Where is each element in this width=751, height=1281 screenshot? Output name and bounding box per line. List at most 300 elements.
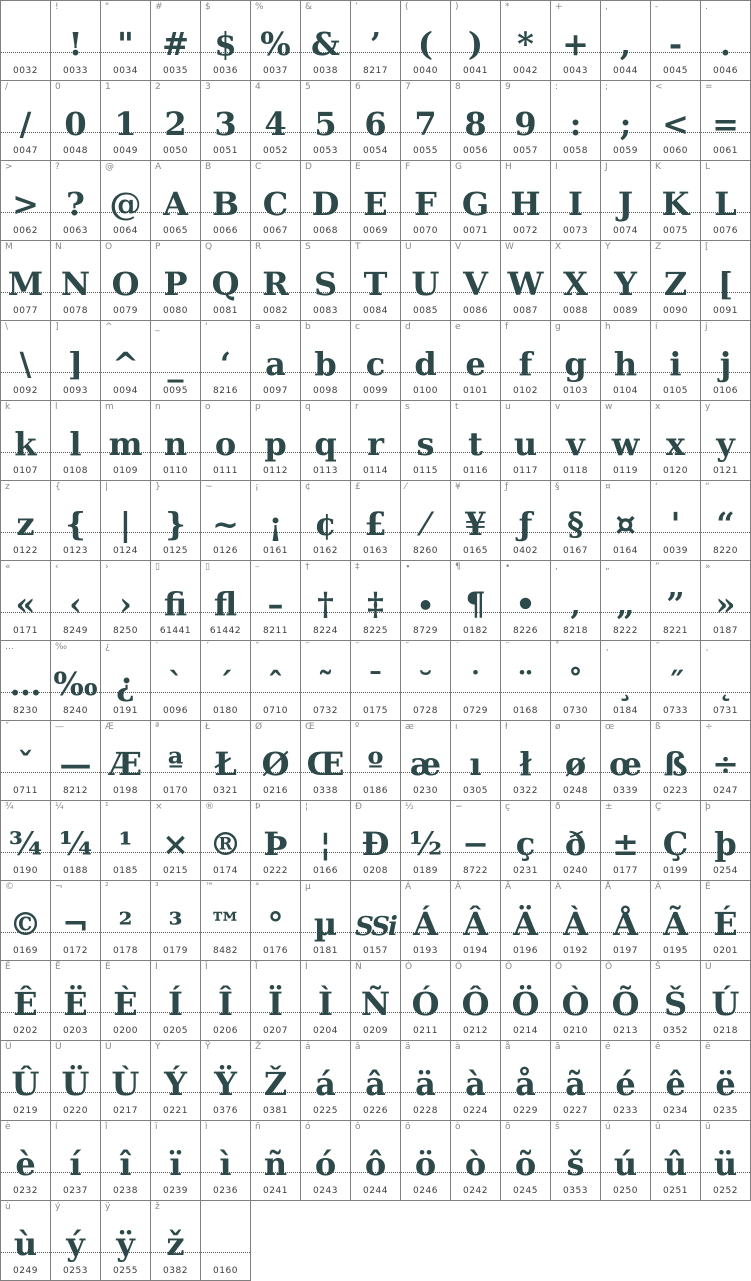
glyph: ¸ [617, 665, 634, 703]
glyph: q [314, 425, 337, 463]
glyph-cell-0054 [351, 81, 401, 161]
glyph-cell-8249 [51, 561, 101, 641]
glyph: W [507, 265, 544, 303]
glyph-code: 0088 [563, 306, 588, 316]
glyph-code: 0181 [313, 946, 338, 956]
glyph: _ [167, 345, 184, 383]
glyph-code: 0124 [113, 546, 138, 556]
glyph-cell-0215 [151, 801, 201, 881]
glyph-preview-label: ë [705, 1042, 711, 1052]
glyph-cell-0211 [401, 961, 451, 1041]
glyph-cell-0032 [1, 1, 51, 81]
glyph: ¬ [62, 905, 89, 943]
glyph-code: 0036 [213, 66, 238, 76]
glyph-cell-0044 [601, 1, 651, 81]
glyph-code: 0076 [713, 226, 738, 236]
glyph-cell-0077 [1, 241, 51, 321]
glyph-preview-label: ê [655, 1042, 661, 1052]
glyph-preview-label: ł [505, 722, 508, 732]
glyph: ł [519, 745, 532, 783]
glyph-code: 0247 [713, 786, 738, 796]
glyph-cell-0382 [151, 1201, 201, 1281]
glyph-code: 0047 [13, 146, 38, 156]
glyph-code: 0060 [663, 146, 688, 156]
glyph: ¨ [517, 665, 534, 703]
glyph-preview-label: ▯ [155, 562, 160, 572]
glyph: d [414, 345, 437, 383]
glyph: š [566, 1145, 585, 1183]
glyph-cell-0187 [701, 561, 751, 641]
glyph-code: 0080 [163, 306, 188, 316]
glyph: + [562, 25, 589, 63]
glyph-code: 0157 [363, 946, 388, 956]
glyph: a [265, 345, 286, 383]
glyph-code: 0111 [213, 466, 238, 476]
glyph-cell-0191 [101, 641, 151, 721]
glyph-cell-0092 [1, 321, 51, 401]
glyph-cell-0381 [251, 1041, 301, 1121]
glyph: ~ [212, 505, 239, 543]
glyph: fl [213, 585, 238, 623]
glyph-preview-label: x [655, 402, 661, 412]
glyph-cell-0255 [101, 1201, 151, 1281]
glyph-preview-label: b [305, 322, 311, 332]
glyph-preview-label: Ý [155, 1042, 161, 1052]
glyph-cell-0083 [301, 241, 351, 321]
glyph: À [563, 905, 588, 943]
glyph-cell-0165 [451, 481, 501, 561]
glyph-code: 0221 [163, 1106, 188, 1116]
glyph: " [117, 25, 134, 63]
glyph-code: 0089 [613, 306, 638, 316]
glyph: 9 [514, 105, 537, 143]
glyph-preview-label: “ [705, 482, 710, 492]
glyph-preview-label: ð [555, 802, 561, 812]
glyph-preview-label: r [355, 402, 359, 412]
glyph: Ë [63, 985, 88, 1023]
glyph: ª [167, 745, 184, 783]
glyph-preview-label: D [305, 162, 312, 172]
glyph-code: 0202 [13, 1026, 38, 1036]
glyph-code: 0092 [13, 386, 38, 396]
glyph-code: 0204 [313, 1026, 338, 1036]
glyph-cell-0226 [351, 1041, 401, 1121]
glyph-code: 0108 [63, 466, 88, 476]
glyph: Ä [513, 905, 538, 943]
glyph-code: 0239 [163, 1186, 188, 1196]
glyph-code: 0118 [563, 466, 588, 476]
glyph-cell-0168 [501, 641, 551, 721]
glyph: T [363, 265, 388, 303]
glyph-cell-0200 [101, 961, 151, 1041]
glyph-preview-label: d [405, 322, 411, 332]
glyph-cell-0730 [551, 641, 601, 721]
glyph-cell-0731 [701, 641, 751, 721]
glyph: ¦ [319, 825, 332, 863]
glyph-code: 0095 [163, 386, 188, 396]
glyph-preview-label: æ [405, 722, 414, 732]
glyph-cell-0035 [151, 1, 201, 81]
glyph-preview-label: # [155, 2, 163, 12]
glyph: É [713, 905, 738, 943]
glyph-preview-label: a [255, 322, 261, 332]
glyph [1, 1, 50, 60]
glyph-code: 0402 [513, 546, 538, 556]
glyph: ƒ [518, 505, 533, 543]
glyph: ž [166, 1225, 185, 1263]
glyph-cell-0114 [351, 401, 401, 481]
glyph-preview-label: U [405, 242, 412, 252]
glyph-code: 0050 [163, 146, 188, 156]
glyph: 7 [414, 105, 437, 143]
glyph-cell-0305 [451, 721, 501, 801]
glyph: − [462, 825, 489, 863]
glyph-preview-label: Ë [55, 962, 61, 972]
glyph-cell-0221 [151, 1041, 201, 1121]
glyph-preview-label: Ú [705, 962, 712, 972]
glyph-cell-0166 [301, 801, 351, 881]
glyph: t [468, 425, 483, 463]
glyph-preview-label: / [5, 82, 9, 92]
glyph-cell-0247 [701, 721, 751, 801]
glyph-cell-0195 [651, 881, 701, 961]
glyph-cell-0065 [151, 161, 201, 241]
glyph-code: 0093 [63, 386, 88, 396]
glyph-preview-label: Ã [655, 882, 662, 892]
glyph-preview-label: ± [605, 802, 613, 812]
glyph-cell-0103 [551, 321, 601, 401]
glyph-preview-label: A [155, 162, 162, 172]
glyph-preview-label: ’ [355, 2, 358, 12]
glyph: ¹ [118, 825, 133, 863]
glyph-code: 0207 [263, 1026, 288, 1036]
glyph-cell-0218 [701, 961, 751, 1041]
glyph: £ [364, 505, 387, 543]
glyph: ⁄ [422, 505, 429, 543]
glyph-cell-0216 [251, 721, 301, 801]
glyph-preview-label: È [105, 962, 111, 972]
glyph-code: 0249 [13, 1266, 38, 1276]
glyph: > [12, 185, 39, 223]
glyph-preview-label: \ [5, 322, 9, 332]
glyph: ˙ [467, 665, 484, 703]
glyph-preview-label: ▯ [205, 562, 210, 572]
glyph-preview-label: å [505, 1042, 511, 1052]
glyph: ‘ [219, 345, 232, 383]
glyph: æ [409, 745, 442, 783]
glyph-preview-label: ¤ [605, 482, 611, 492]
glyph-code: 0167 [563, 546, 588, 556]
glyph-cell-0235 [701, 1041, 751, 1121]
glyph-preview-label: ? [55, 162, 60, 172]
glyph-cell-0203 [51, 961, 101, 1041]
glyph-code: 0236 [213, 1186, 238, 1196]
glyph-preview-label: ¬ [55, 882, 63, 892]
glyph: › [119, 585, 132, 623]
glyph-code: 0322 [513, 786, 538, 796]
glyph-code: 8217 [363, 66, 388, 76]
glyph-preview-label: ® [205, 802, 214, 812]
glyph: « [15, 585, 36, 623]
glyph: n [163, 425, 188, 463]
glyph-cell-0182 [451, 561, 501, 641]
glyph-preview-label: : [555, 82, 559, 92]
glyph-preview-label: ¦ [305, 802, 309, 812]
glyph-code: 0090 [663, 306, 688, 316]
glyph: ù [13, 1225, 38, 1263]
glyph-preview-label: u [505, 402, 511, 412]
glyph-preview-label: ⁄ [405, 482, 407, 492]
glyph-row-14 [1, 1041, 751, 1121]
glyph-cell-0082 [251, 241, 301, 321]
glyph-code: 0203 [63, 1026, 88, 1036]
glyph-code: 0091 [713, 306, 738, 316]
glyph-cell-8216 [201, 321, 251, 401]
glyph: x [665, 425, 686, 463]
glyph-preview-label: Z [655, 242, 662, 252]
glyph: 0 [64, 105, 87, 143]
glyph-cell-8230 [1, 641, 51, 721]
glyph: ‡ [367, 585, 384, 623]
glyph: = [712, 105, 739, 143]
glyph-cell-0066 [201, 161, 251, 241]
glyph-code: 0045 [663, 66, 688, 76]
glyph-preview-label: $ [205, 2, 211, 12]
glyph: ˜ [317, 665, 334, 703]
glyph: ã [565, 1065, 586, 1103]
glyph-code: 0046 [713, 66, 738, 76]
glyph-code: 0122 [13, 546, 38, 556]
glyph-cell-0197 [601, 881, 651, 961]
glyph-code: 0176 [263, 946, 288, 956]
glyph-cell-0240 [551, 801, 601, 881]
glyph-code: 0205 [163, 1026, 188, 1036]
glyph-preview-label: § [555, 482, 560, 492]
glyph-code: 0235 [713, 1106, 738, 1116]
glyph-cell-8250 [101, 561, 151, 641]
glyph-code: 0185 [113, 866, 138, 876]
glyph-preview-label: + [555, 2, 563, 12]
glyph-code: 0055 [413, 146, 438, 156]
glyph-preview-label: í [55, 1122, 58, 1132]
glyph-preview-label: õ [505, 1122, 511, 1132]
glyph: Y [614, 265, 637, 303]
glyph: þ [714, 825, 737, 863]
glyph-cell-0068 [301, 161, 351, 241]
glyph-code: 0103 [563, 386, 588, 396]
glyph-code: 0187 [713, 626, 738, 636]
glyph-cell-0184 [601, 641, 651, 721]
glyph-preview-label: h [605, 322, 611, 332]
glyph-code: 0112 [263, 466, 288, 476]
glyph-cell-0050 [151, 81, 201, 161]
glyph: ½ [408, 825, 443, 863]
glyph: à [465, 1065, 486, 1103]
glyph-preview-label: ì [205, 1122, 208, 1132]
glyph: Ö [511, 985, 540, 1023]
glyph-code: 0201 [713, 946, 738, 956]
glyph: Š [663, 985, 688, 1023]
glyph-cell-0053 [301, 81, 351, 161]
glyph-code: 0082 [263, 306, 288, 316]
glyph: y [716, 425, 735, 463]
glyph-preview-label: j [705, 322, 708, 332]
glyph-code: 0215 [163, 866, 188, 876]
glyph-cell-0250 [601, 1121, 651, 1201]
glyph: ‚ [569, 585, 582, 623]
glyph-preview-label: < [655, 82, 663, 92]
glyph-preview-label: s [405, 402, 410, 412]
glyph-code: 0711 [13, 786, 38, 796]
glyph-cell-0353 [551, 1121, 601, 1201]
glyph-preview-label: _ [155, 322, 160, 332]
glyph: ˇ [17, 745, 34, 783]
glyph-preview-label: @ [105, 162, 114, 172]
glyph-cell-0094 [101, 321, 151, 401]
glyph-code: 0107 [13, 466, 38, 476]
glyph-code: 0178 [113, 946, 138, 956]
glyph-preview-label: ¾ [5, 802, 14, 812]
glyph-cell-0242 [451, 1121, 501, 1201]
glyph-code: 0113 [313, 466, 338, 476]
glyph-code: 0234 [663, 1106, 688, 1116]
glyph: º [367, 745, 384, 783]
glyph-cell-0236 [201, 1121, 251, 1201]
glyph-cell-0125 [151, 481, 201, 561]
glyph-preview-label: Ô [455, 962, 463, 972]
glyph-code: 0069 [363, 226, 388, 236]
glyph: Ì [318, 985, 333, 1023]
glyph-cell-0241 [251, 1121, 301, 1201]
glyph-code: 0244 [363, 1186, 388, 1196]
glyph-cell-0115 [401, 401, 451, 481]
glyph-code: 0231 [513, 866, 538, 876]
glyph-row-15 [1, 1121, 751, 1201]
glyph: ë [715, 1065, 736, 1103]
glyph: | [119, 505, 132, 543]
glyph: ' [670, 505, 681, 543]
glyph: ò [464, 1145, 487, 1183]
glyph: Ü [61, 1065, 90, 1103]
glyph-preview-label: 6 [355, 82, 361, 92]
glyph-code: 0169 [13, 946, 38, 956]
glyph: § [567, 505, 584, 543]
glyph-preview-label: ; [605, 82, 609, 92]
glyph-code: 0243 [313, 1186, 338, 1196]
glyph-cell-0728 [401, 641, 451, 721]
glyph: z [16, 505, 35, 543]
glyph: Õ [611, 985, 640, 1023]
glyph: U [411, 265, 440, 303]
glyph-cell-0061 [701, 81, 751, 161]
glyph-code: 0193 [413, 946, 438, 956]
glyph-code: 0101 [463, 386, 488, 396]
glyph-code: 0125 [163, 546, 188, 556]
glyph-preview-label: t [455, 402, 459, 412]
glyph-row-5 [1, 321, 751, 401]
glyph: c [365, 345, 386, 383]
glyph-code: 0223 [663, 786, 688, 796]
glyph-preview-label: Ñ [355, 962, 362, 972]
glyph-cell-0095 [151, 321, 201, 401]
glyph: i [669, 345, 682, 383]
glyph-code: 0190 [13, 866, 38, 876]
glyph-cell-0160 [201, 1201, 251, 1281]
glyph: p [264, 425, 287, 463]
glyph-preview-label: R [255, 242, 262, 252]
glyph-cell-0175 [351, 641, 401, 721]
glyph-preview-label: ' [655, 482, 658, 492]
glyph: Z [663, 265, 688, 303]
glyph: å [515, 1065, 536, 1103]
glyph-cell-0202 [1, 961, 51, 1041]
glyph-code: 0227 [563, 1106, 588, 1116]
glyph-code: 0353 [563, 1186, 588, 1196]
glyph-cell-0162 [301, 481, 351, 561]
glyph-code: 0184 [613, 706, 638, 716]
glyph: . [719, 25, 732, 63]
glyph-cell-0229 [501, 1041, 551, 1121]
glyph: µ [313, 905, 338, 943]
glyph-code: 0217 [113, 1106, 138, 1116]
glyph-cell-0122 [1, 481, 51, 561]
glyph-code: 0250 [613, 1186, 638, 1196]
glyph-preview-label: – [255, 562, 260, 572]
glyph-code: 0253 [63, 1266, 88, 1276]
glyph: [ [717, 265, 734, 303]
glyph-code: 0218 [713, 1026, 738, 1036]
glyph-preview-label: ñ [255, 1122, 261, 1132]
glyph-cell-0048 [51, 81, 101, 161]
glyph-cell-0037 [251, 1, 301, 81]
glyph-cell-61442 [201, 561, 251, 641]
glyph-cell-0079 [101, 241, 151, 321]
glyph-preview-label: ‡ [355, 562, 360, 572]
glyph-preview-label: Í [155, 962, 158, 972]
glyph-preview-label: Ó [405, 962, 413, 972]
glyph-code: 0042 [513, 66, 538, 76]
glyph-preview-label: { [55, 482, 61, 492]
glyph: I [568, 185, 583, 223]
glyph: k [14, 425, 37, 463]
glyph-cell-0033 [51, 1, 101, 81]
glyph-preview-label: º [355, 722, 360, 732]
glyph: é [615, 1065, 636, 1103]
glyph-preview-label: M [5, 242, 13, 252]
glyph: O [111, 265, 140, 303]
glyph-preview-label: V [455, 242, 462, 252]
glyph: ¾ [8, 825, 43, 863]
glyph-cell-0220 [51, 1041, 101, 1121]
glyph-code: 0321 [213, 786, 238, 796]
glyph-preview-label: ) [455, 2, 459, 12]
glyph: » [715, 585, 736, 623]
glyph: õ [514, 1145, 537, 1183]
glyph: M [7, 265, 44, 303]
glyph-code: 0110 [163, 466, 188, 476]
glyph: Â [463, 905, 488, 943]
glyph: ÷ [712, 745, 739, 783]
glyph: ï [169, 1145, 182, 1183]
glyph-preview-label: o [205, 402, 211, 412]
glyph-preview-label: ˝ [655, 642, 660, 652]
glyph: ñ [263, 1145, 288, 1183]
glyph-preview-label: y [705, 402, 711, 412]
glyph-code: 0086 [463, 306, 488, 316]
glyph: o [214, 425, 237, 463]
glyph-code: 0065 [163, 226, 188, 236]
glyph: „ [616, 585, 635, 623]
